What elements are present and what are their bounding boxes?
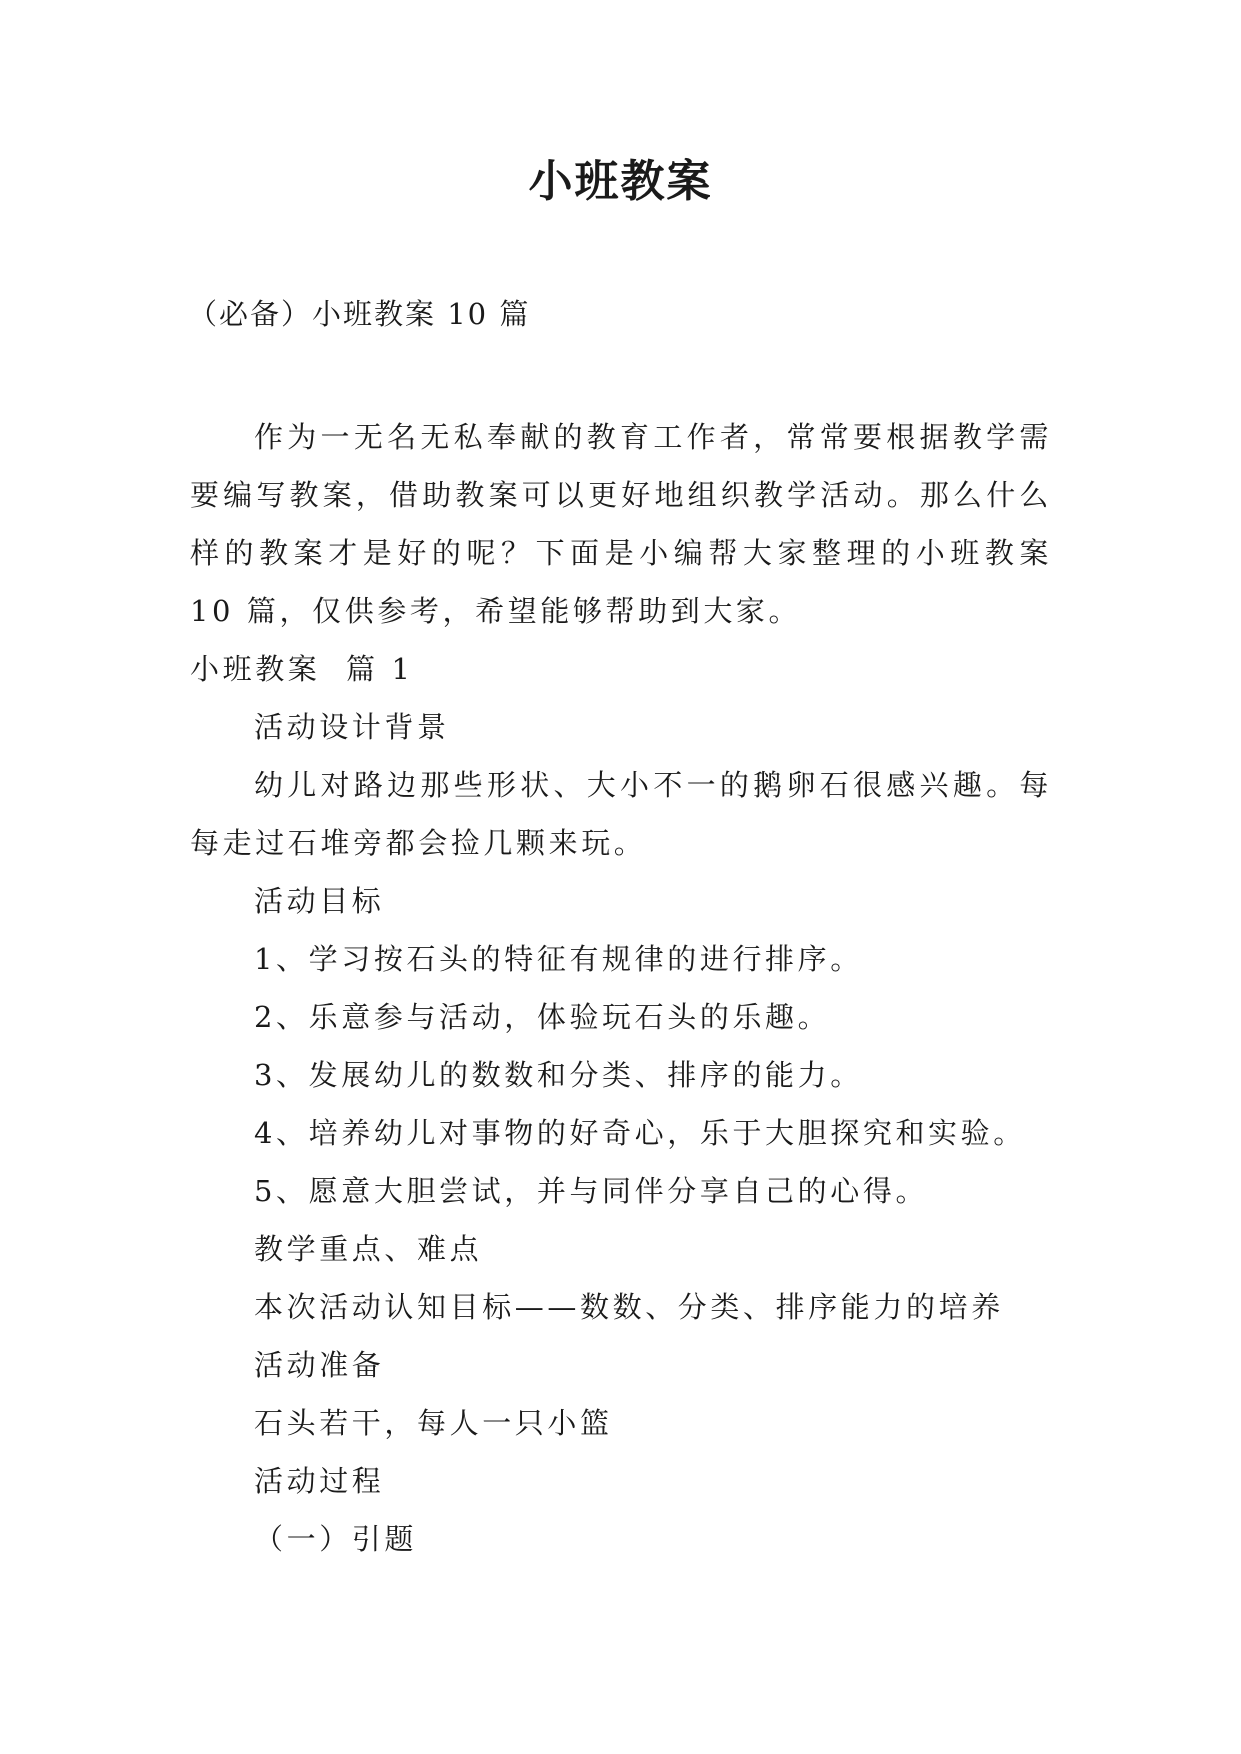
key-points-heading: 教学重点、难点 [254,1232,483,1266]
intro-paragraph: 作为一无名无私奉献的教育工作者，常常要根据教学需要编写教案，借助教案可以更好地组织教学活动。那么什么样的教案才是好的呢？下面是小编帮大家整理的小班教案 10 篇，仅供参考，希望能够帮助到大家。 [190,420,1052,628]
background-paragraph: 幼儿对路边那些形状、大小不一的鹅卵石很感兴趣。每每走过石堆旁都会捡几颗来玩。 [190,768,1052,860]
process-heading: 活动过程 [254,1464,385,1498]
section-heading: 小班教案 篇 1 [190,652,414,686]
document-body [190,408,1052,1568]
goals-heading: 活动目标 [254,884,385,918]
goal-item: 1、学习按石头的特征有规律的进行排序。 [254,942,863,976]
key-points-text: 本次活动认知目标——数数、分类、排序能力的培养 [254,1290,1004,1324]
goal-item: 2、乐意参与活动，体验玩石头的乐趣。 [254,1000,831,1034]
goal-item: 4、培养幼儿对事物的好奇心，乐于大胆探究和实验。 [254,1116,1026,1150]
preparation-heading: 活动准备 [254,1348,385,1382]
document-title: 小班教案 [528,156,713,207]
process-step: （一）引题 [254,1522,418,1556]
background-heading: 活动设计背景 [254,710,450,744]
goal-item: 5、愿意大胆尝试，并与同伴分享自己的心得。 [254,1174,929,1208]
document-subtitle: （必备）小班教案 10 篇 [188,297,531,331]
preparation-text: 石头若干，每人一只小篮 [254,1406,613,1440]
goal-item: 3、发展幼儿的数数和分类、排序的能力。 [254,1058,863,1092]
